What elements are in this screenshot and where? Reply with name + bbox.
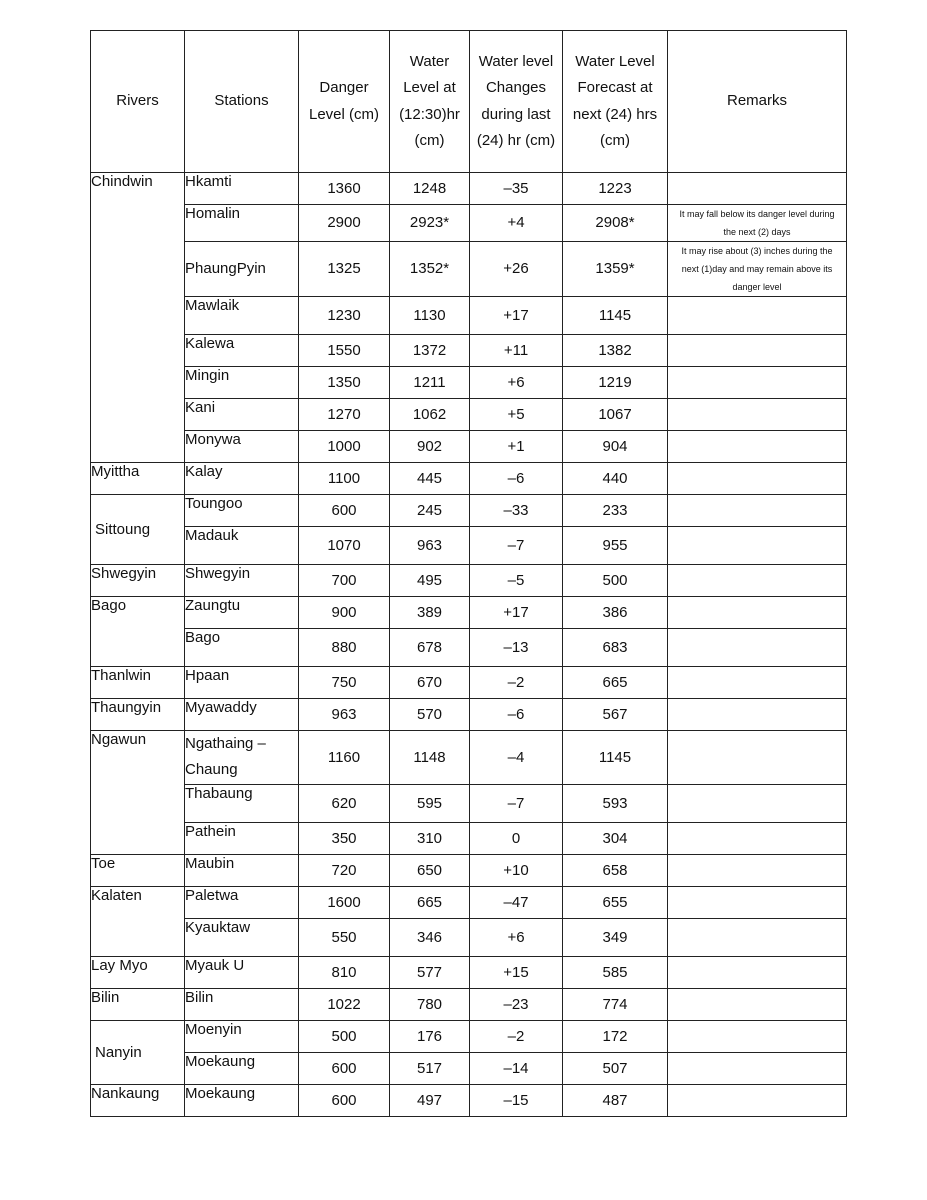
table-row xyxy=(91,399,847,431)
remark-cell xyxy=(668,823,847,855)
station-cell: Kani xyxy=(185,399,299,431)
river-cell: Bilin xyxy=(91,989,185,1021)
change-cell: –5 xyxy=(470,565,563,597)
danger-level-cell: 1270 xyxy=(299,399,390,431)
danger-level-cell: 700 xyxy=(299,565,390,597)
change-cell: +17 xyxy=(470,297,563,335)
water-level-cell: 1372 xyxy=(390,335,470,367)
table-row xyxy=(91,1085,847,1117)
change-cell: +15 xyxy=(470,957,563,989)
table-row xyxy=(91,1021,847,1053)
danger-level-cell: 2900 xyxy=(299,205,390,242)
water-level-cell: 963 xyxy=(390,527,470,565)
remark-cell xyxy=(668,785,847,823)
remark-cell xyxy=(668,957,847,989)
danger-level-cell: 1000 xyxy=(299,431,390,463)
remark-cell xyxy=(668,597,847,629)
station-cell: Thabaung xyxy=(185,785,299,823)
forecast-cell: 1382 xyxy=(563,335,668,367)
danger-level-cell: 600 xyxy=(299,1085,390,1117)
forecast-cell: 386 xyxy=(563,597,668,629)
forecast-cell: 955 xyxy=(563,527,668,565)
danger-level-cell: 720 xyxy=(299,855,390,887)
remark-cell xyxy=(668,335,847,367)
change-cell: +1 xyxy=(470,431,563,463)
water-level-cell: 577 xyxy=(390,957,470,989)
change-cell: –15 xyxy=(470,1085,563,1117)
water-level-cell: 670 xyxy=(390,667,470,699)
danger-level-cell: 1160 xyxy=(299,731,390,785)
forecast-cell: 500 xyxy=(563,565,668,597)
water-level-cell: 570 xyxy=(390,699,470,731)
remark-cell xyxy=(668,731,847,785)
river-cell: Sittoung xyxy=(91,495,185,565)
station-cell: Moenyin xyxy=(185,1021,299,1053)
table-row xyxy=(91,919,847,957)
station-cell: Kyauktaw xyxy=(185,919,299,957)
water-level-cell: 517 xyxy=(390,1053,470,1085)
forecast-cell: 1223 xyxy=(563,173,668,205)
forecast-cell: 233 xyxy=(563,495,668,527)
water-level-cell: 1148 xyxy=(390,731,470,785)
danger-level-cell: 1070 xyxy=(299,527,390,565)
remark-cell xyxy=(668,463,847,495)
remark-cell xyxy=(668,173,847,205)
station-cell: Hpaan xyxy=(185,667,299,699)
remark-cell xyxy=(668,399,847,431)
change-cell: –2 xyxy=(470,667,563,699)
forecast-cell: 774 xyxy=(563,989,668,1021)
station-cell: Mawlaik xyxy=(185,297,299,335)
change-cell: +11 xyxy=(470,335,563,367)
water-level-cell: 346 xyxy=(390,919,470,957)
station-cell: Maubin xyxy=(185,855,299,887)
remark-cell xyxy=(668,1085,847,1117)
river-cell: Bago xyxy=(91,597,185,667)
water-level-cell: 1211 xyxy=(390,367,470,399)
water-level-cell: 902 xyxy=(390,431,470,463)
change-cell: –6 xyxy=(470,463,563,495)
table-row xyxy=(91,495,847,527)
header-remarks: Remarks xyxy=(668,31,847,173)
forecast-cell: 349 xyxy=(563,919,668,957)
remark-cell xyxy=(668,667,847,699)
table-row xyxy=(91,629,847,667)
danger-level-cell: 500 xyxy=(299,1021,390,1053)
remark-cell xyxy=(668,565,847,597)
river-cell: Shwegyin xyxy=(91,565,185,597)
change-cell: –13 xyxy=(470,629,563,667)
danger-level-cell: 600 xyxy=(299,495,390,527)
change-cell: +17 xyxy=(470,597,563,629)
forecast-cell: 658 xyxy=(563,855,668,887)
station-cell: Monywa xyxy=(185,431,299,463)
header-water-level-changes: Water level Changes during last (24) hr (cm) xyxy=(470,31,563,173)
water-level-cell: 1130 xyxy=(390,297,470,335)
remark-cell xyxy=(668,1053,847,1085)
river-cell: Lay Myo xyxy=(91,957,185,989)
remark-cell xyxy=(668,527,847,565)
danger-level-cell: 1022 xyxy=(299,989,390,1021)
danger-level-cell: 1600 xyxy=(299,887,390,919)
change-cell: +26 xyxy=(470,242,563,297)
table-row xyxy=(91,1053,847,1085)
header-rivers: Rivers xyxy=(91,31,185,173)
water-level-cell: 1248 xyxy=(390,173,470,205)
station-cell: Pathein xyxy=(185,823,299,855)
change-cell: –7 xyxy=(470,527,563,565)
river-cell: Nanyin xyxy=(91,1021,185,1085)
header-water-level: Water Level at (12:30)hr (cm) xyxy=(390,31,470,173)
table-row xyxy=(91,335,847,367)
forecast-cell: 593 xyxy=(563,785,668,823)
danger-level-cell: 1360 xyxy=(299,173,390,205)
water-level-cell: 2923* xyxy=(390,205,470,242)
remark-cell xyxy=(668,1021,847,1053)
change-cell: –33 xyxy=(470,495,563,527)
change-cell: –35 xyxy=(470,173,563,205)
change-cell: +10 xyxy=(470,855,563,887)
table-row xyxy=(91,367,847,399)
station-cell: Bilin xyxy=(185,989,299,1021)
danger-level-cell: 600 xyxy=(299,1053,390,1085)
station-cell: Toungoo xyxy=(185,495,299,527)
river-cell: Toe xyxy=(91,855,185,887)
water-level-cell: 665 xyxy=(390,887,470,919)
danger-level-cell: 963 xyxy=(299,699,390,731)
remark-cell xyxy=(668,919,847,957)
table-row xyxy=(91,297,847,335)
forecast-cell: 567 xyxy=(563,699,668,731)
remark-cell: It may rise about (3) inches during the next (1)day and may remain above its danger level xyxy=(668,242,847,297)
remark-cell xyxy=(668,431,847,463)
station-cell: Bago xyxy=(185,629,299,667)
station-cell: Homalin xyxy=(185,205,299,242)
change-cell: –47 xyxy=(470,887,563,919)
remark-cell xyxy=(668,855,847,887)
danger-level-cell: 350 xyxy=(299,823,390,855)
station-cell: Paletwa xyxy=(185,887,299,919)
danger-level-cell: 900 xyxy=(299,597,390,629)
forecast-cell: 1145 xyxy=(563,731,668,785)
station-cell: Moekaung xyxy=(185,1053,299,1085)
water-level-cell: 780 xyxy=(390,989,470,1021)
station-cell: Ngathaing – Chaung xyxy=(185,731,299,785)
header-danger-level: Danger Level (cm) xyxy=(299,31,390,173)
river-cell: Thaungyin xyxy=(91,699,185,731)
header-row xyxy=(91,31,847,173)
change-cell: –4 xyxy=(470,731,563,785)
water-level-cell: 1062 xyxy=(390,399,470,431)
danger-level-cell: 1550 xyxy=(299,335,390,367)
station-cell: Kalewa xyxy=(185,335,299,367)
river-cell: Ngawun xyxy=(91,731,185,855)
change-cell: –7 xyxy=(470,785,563,823)
change-cell: –23 xyxy=(470,989,563,1021)
station-cell: Myauk U xyxy=(185,957,299,989)
forecast-cell: 2908* xyxy=(563,205,668,242)
table-row xyxy=(91,431,847,463)
water-level-cell: 245 xyxy=(390,495,470,527)
table-row xyxy=(91,527,847,565)
danger-level-cell: 810 xyxy=(299,957,390,989)
change-cell: +6 xyxy=(470,367,563,399)
table-row xyxy=(91,565,847,597)
change-cell: +4 xyxy=(470,205,563,242)
table-row xyxy=(91,597,847,629)
forecast-cell: 904 xyxy=(563,431,668,463)
table-row xyxy=(91,667,847,699)
station-cell: PhaungPyin xyxy=(185,242,299,297)
danger-level-cell: 1350 xyxy=(299,367,390,399)
remark-cell xyxy=(668,699,847,731)
danger-level-cell: 550 xyxy=(299,919,390,957)
river-cell: Nankaung xyxy=(91,1085,185,1117)
remark-cell xyxy=(668,297,847,335)
remark-cell xyxy=(668,887,847,919)
water-level-cell: 389 xyxy=(390,597,470,629)
forecast-cell: 507 xyxy=(563,1053,668,1085)
remark-cell xyxy=(668,367,847,399)
danger-level-cell: 880 xyxy=(299,629,390,667)
table-row xyxy=(91,463,847,495)
change-cell: 0 xyxy=(470,823,563,855)
forecast-cell: 1145 xyxy=(563,297,668,335)
water-level-cell: 595 xyxy=(390,785,470,823)
forecast-cell: 304 xyxy=(563,823,668,855)
danger-level-cell: 750 xyxy=(299,667,390,699)
station-cell: Mingin xyxy=(185,367,299,399)
station-cell: Madauk xyxy=(185,527,299,565)
change-cell: –2 xyxy=(470,1021,563,1053)
table-row xyxy=(91,823,847,855)
danger-level-cell: 1100 xyxy=(299,463,390,495)
table-row xyxy=(91,957,847,989)
water-level-cell: 678 xyxy=(390,629,470,667)
water-level-cell: 650 xyxy=(390,855,470,887)
forecast-cell: 683 xyxy=(563,629,668,667)
table-row xyxy=(91,699,847,731)
water-level-cell: 1352* xyxy=(390,242,470,297)
change-cell: +6 xyxy=(470,919,563,957)
river-cell: Kalaten xyxy=(91,887,185,957)
danger-level-cell: 1325 xyxy=(299,242,390,297)
forecast-cell: 1219 xyxy=(563,367,668,399)
station-cell: Shwegyin xyxy=(185,565,299,597)
station-cell: Zaungtu xyxy=(185,597,299,629)
river-cell: Myittha xyxy=(91,463,185,495)
forecast-cell: 585 xyxy=(563,957,668,989)
table-row xyxy=(91,887,847,919)
water-level-table xyxy=(90,30,847,1117)
forecast-cell: 172 xyxy=(563,1021,668,1053)
station-cell: Myawaddy xyxy=(185,699,299,731)
remark-cell xyxy=(668,495,847,527)
remark-cell xyxy=(668,629,847,667)
table-row xyxy=(91,242,847,297)
water-level-cell: 497 xyxy=(390,1085,470,1117)
table-row xyxy=(91,205,847,242)
table-row xyxy=(91,731,847,785)
forecast-cell: 487 xyxy=(563,1085,668,1117)
station-cell: Hkamti xyxy=(185,173,299,205)
forecast-cell: 1067 xyxy=(563,399,668,431)
station-cell: Kalay xyxy=(185,463,299,495)
change-cell: –6 xyxy=(470,699,563,731)
water-level-cell: 495 xyxy=(390,565,470,597)
danger-level-cell: 620 xyxy=(299,785,390,823)
table-row xyxy=(91,855,847,887)
forecast-cell: 665 xyxy=(563,667,668,699)
change-cell: –14 xyxy=(470,1053,563,1085)
water-level-cell: 310 xyxy=(390,823,470,855)
table-row xyxy=(91,173,847,205)
station-cell: Moekaung xyxy=(185,1085,299,1117)
remark-cell xyxy=(668,989,847,1021)
forecast-cell: 655 xyxy=(563,887,668,919)
forecast-cell: 1359* xyxy=(563,242,668,297)
water-level-cell: 176 xyxy=(390,1021,470,1053)
table-row xyxy=(91,989,847,1021)
change-cell: +5 xyxy=(470,399,563,431)
table-row xyxy=(91,785,847,823)
danger-level-cell: 1230 xyxy=(299,297,390,335)
header-stations: Stations xyxy=(185,31,299,173)
water-level-cell: 445 xyxy=(390,463,470,495)
header-forecast: Water Level Forecast at next (24) hrs (cm) xyxy=(563,31,668,173)
river-cell: Chindwin xyxy=(91,173,185,463)
remark-cell: It may fall below its danger level during the next (2) days xyxy=(668,205,847,242)
river-cell: Thanlwin xyxy=(91,667,185,699)
forecast-cell: 440 xyxy=(563,463,668,495)
